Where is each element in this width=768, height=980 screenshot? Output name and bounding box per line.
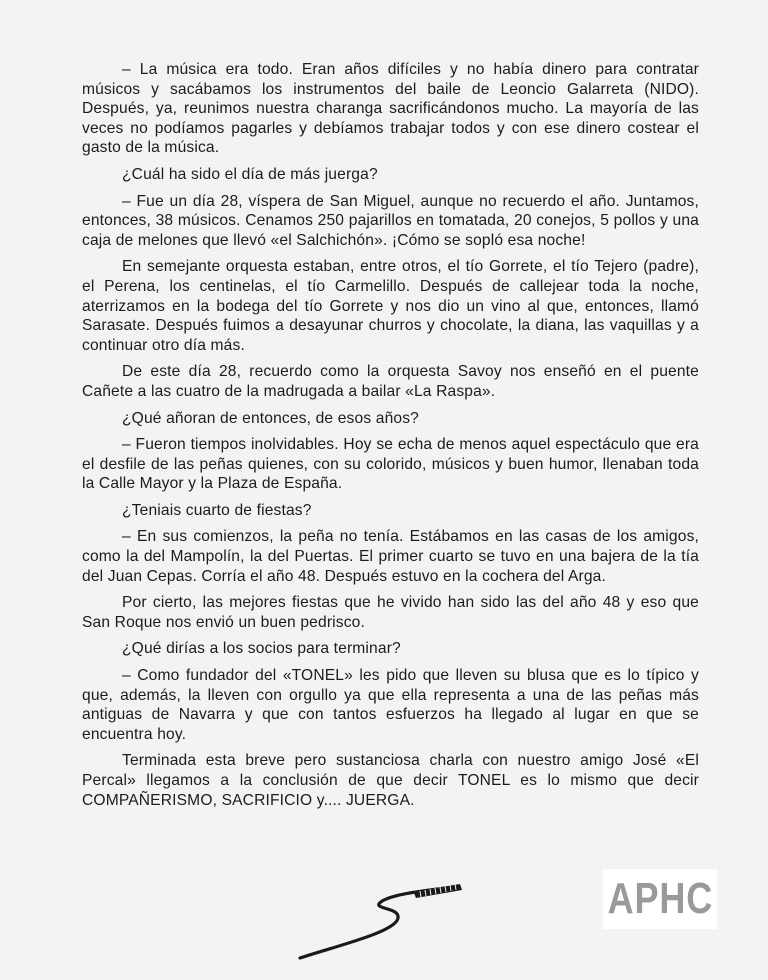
answer-san-miguel-paragraph: – Fue un día 28, víspera de San Miguel, aunque no recuerdo el año. Juntamos, entonces, 38 músicos. Cenamos 250 pajarillos en tomatada, 20 conejos, 5 pollos y una caja de melones que llevó «el Salchichón». ¡Cómo se sopló esa noche! (82, 192, 699, 249)
best-parties-paragraph: Por cierto, las mejores fiestas que he vivido han sido las del año 48 y eso que San Roque nos envió un buen pedrisco. (82, 594, 699, 631)
aphc-logo-text: APHC (607, 874, 713, 923)
answer-unforgettable-times: – Fueron tiempos inolvidables. Hoy se echa de menos aquel espectáculo que era el desfile de las peñas quienes, con su colorido, músicos y buen humor, llenaban toda la Calle Mayor y la Plaza de España. (82, 436, 699, 493)
answer-music-paragraph: – La música era todo. Eran años difíciles y no había dinero para contratar músicos y sacábamos los instrumentos del baile de Leoncio Galarreta (NIDO). Después, ya, reunimos nuestra charanga sacrificándonos mucho. La mayoría de las veces no podíamos pagarles y debíamos trabajar todos y con ese dinero costear el gasto de la música. (82, 61, 699, 157)
savoy-orchestra-paragraph: De este día 28, recuerdo como la orquesta Savoy nos enseñó en el puente Cañete a las cuatro de la madrugada a bailar «La Raspa». (82, 363, 699, 400)
wind-instrument-flourish-icon (296, 880, 466, 962)
question-closing: ¿Qué dirías a los socios para terminar? (122, 640, 401, 658)
conclusion-paragraph: Terminada esta breve pero sustanciosa charla con nuestro amigo José «El Percal» llegamos a la conclusión de que decir TONEL es lo mismo que decir COMPAÑERISMO, SACRIFICIO y.... JUERGA. (82, 752, 699, 809)
question-party-room: ¿Teniais cuarto de fiestas? (122, 501, 312, 519)
article-body (82, 60, 699, 817)
question-nostalgia: ¿Qué añoran de entonces, de esos años? (122, 409, 419, 427)
answer-party-room: – En sus comienzos, la peña no tenía. Estábamos en las casas de los amigos, como la del Mampolín, la del Puertas. El primer cuarto se tuvo en una bajera de la tía del Juan Cepas. Corría el año 48. Después estuvo en la cochera del Arga. (82, 528, 699, 585)
answer-closing: – Como fundador del «TONEL» les pido que lleven su blusa que es lo típico y que, además, la lleven con orgullo ya que ella representa a una de las peñas más antiguas de Navarra y que con tantos esfuerzos ha llegado al lugar en que se encuentra hoy. (82, 667, 699, 743)
orchestra-members-paragraph: En semejante orquesta estaban, entre otros, el tío Gorrete, el tío Tejero (padre), el Perena, los centinelas, el tío Carmelillo. Después de callejear toda la noche, aterrizamos en la bodega del tío Gorrete y nos dio un vino al que, entonces, llamó Sarasate. Después fuimos a desayunar churros y chocolate, la diana, las vaquillas y a continuar otro día más. (82, 258, 699, 354)
aphc-logo (603, 869, 717, 929)
question-best-party-day: ¿Cuál ha sido el día de más juerga? (122, 165, 378, 183)
